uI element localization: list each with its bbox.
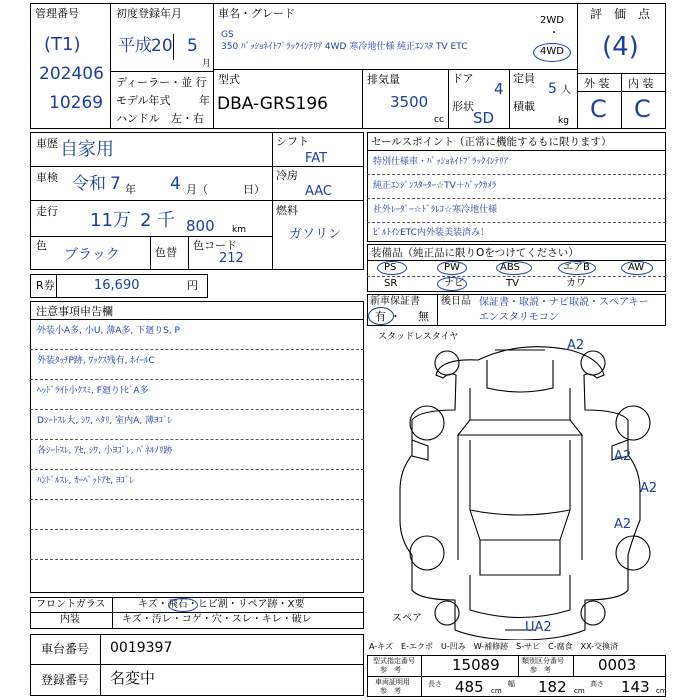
sales-item: ﾋﾞﾙﾄｲﾝETC内外装美装済み！ (373, 228, 489, 238)
note-divider (30, 349, 364, 350)
recycle-value: 16,690 (94, 278, 140, 293)
divider (30, 236, 272, 237)
divider (448, 69, 449, 129)
sales-item: 社外ﾚｰﾀﾞｰ☆ﾄﾞﾗﾚｺ☆寒冷地仕様 (373, 205, 498, 215)
divider (367, 276, 666, 277)
divider (437, 294, 438, 326)
reg-month-unit: 月 (202, 59, 212, 69)
history-value: 自家用 (60, 139, 114, 160)
type-sub: 参 考 (380, 666, 401, 674)
cert-sub: 参 考 (380, 687, 401, 695)
divider (509, 69, 510, 129)
spare-label: スペア (392, 613, 422, 624)
mileage-man: 11 (90, 210, 113, 231)
divider (367, 198, 666, 199)
note-divider (30, 409, 364, 410)
divider (110, 3, 111, 129)
mileage-sen-unit: 千 (157, 210, 175, 231)
note-line: ﾊﾝﾄﾞﾙｽﾚ, ｶｰﾍﾟｯﾄｱｾ, ﾖｺﾞﾚ (37, 476, 134, 486)
drive-4wd-circle (533, 43, 571, 62)
mark-right-3: A2 (614, 517, 632, 532)
cert-label: 車両証明用 (375, 678, 410, 686)
recycle-unit: 円 (187, 279, 198, 292)
divider (150, 236, 151, 270)
height-value: 143 (621, 678, 650, 696)
drive-dot: ・ (549, 28, 559, 39)
note-divider (30, 439, 364, 440)
divider (272, 132, 273, 270)
height-unit: cm (656, 687, 667, 695)
divider (30, 612, 364, 613)
equip-circle (621, 261, 653, 275)
later-line-1: 保証書・取説・ナビ取説・スペアキー (479, 297, 649, 308)
warranty-no: 無 (418, 310, 429, 323)
color-code-value: 212 (219, 251, 244, 266)
door-value: 4 (494, 80, 504, 98)
chassis-label: 車台番号 (41, 642, 90, 656)
height-label: 高さ (590, 680, 604, 688)
recycle-label: R券 (36, 279, 55, 292)
sales-item: 純正ｴﾝｼﾞﾝｽﾀｰﾀｰ☆TV＋ﾊﾞｯｸｶﾒﾗ (373, 181, 497, 191)
interior-items: キズ・汚レ・コゲ・穴・スレ・キレ・破レ (122, 614, 312, 625)
later-line-2: エンスタリモコン (479, 312, 559, 323)
grade-line-1: GS (221, 30, 234, 40)
cap-unit: 人 (561, 85, 571, 96)
equip-circle (437, 277, 467, 291)
mark-right-2: A2 (640, 481, 658, 496)
load-label: 積載 (513, 100, 535, 113)
mgmt-paren: (T1) (44, 34, 81, 55)
equip-circle (496, 261, 532, 275)
ext-label: 外 装 (584, 77, 610, 90)
reg-num-value: 名変中 (110, 669, 156, 687)
divider (421, 655, 422, 697)
len-value: 485 (455, 678, 484, 696)
later-label: 後日品 (441, 296, 471, 307)
note-divider (30, 379, 364, 380)
color-value: ブラック (64, 247, 120, 263)
divider (188, 236, 189, 270)
note-divider (30, 559, 364, 560)
width-unit: cm (574, 687, 585, 695)
damage-legend: A-キズ E-エクボ U-凹み W-補修跡 S-サビ C-腐食 XX-交換済 (369, 642, 619, 651)
front-glass-items: キズ・飛石・ヒビ割・リペア跡・X要 (138, 599, 305, 610)
divider (577, 91, 666, 92)
note-divider (30, 499, 364, 500)
reg-year: 20 (151, 36, 173, 56)
grade-line-2: 350 ﾊﾟｯｼｮﾈｲﾄﾌﾞﾗｯｸｲﾝﾃﾘｱ 4WD 寒冷地仕様 純正ｴﾝｽﾀ TV ETC (221, 42, 468, 52)
int-value: C (634, 95, 651, 123)
divider (173, 34, 174, 60)
disp-label: 排気量 (367, 73, 400, 86)
chassis-value: 0019397 (110, 640, 173, 656)
insp-day-unit: 日） (243, 183, 265, 196)
warranty-yes-circle (368, 307, 394, 325)
interior-label: 内装 (60, 614, 80, 625)
equip-leather: カワ (566, 278, 586, 289)
class-value: 0003 (598, 656, 637, 674)
ac-value: AAC (305, 184, 332, 199)
ac-label: 冷房 (276, 169, 298, 182)
model-label: 型式 (218, 73, 240, 86)
mark-bottom: UA2 (525, 620, 552, 635)
mileage-label: 走行 (36, 205, 58, 218)
len-label: 長さ (428, 680, 442, 688)
load-unit: kg (558, 116, 569, 126)
type-value: 15089 (452, 656, 500, 674)
sales-item: 特別仕様車・ﾊﾟｯｼｮﾈｲﾄﾌﾞﾗｯｸｲﾝﾃﾘｱ (373, 157, 509, 167)
mileage-sen: 2 (140, 210, 152, 231)
studless-label: スタッドレスタイヤ (378, 332, 459, 342)
divider (367, 222, 666, 223)
door-label: ドア (452, 72, 474, 85)
history-label: 車歴 (36, 137, 58, 150)
reg-month: 5 (187, 36, 198, 56)
mileage-unit: km (232, 225, 246, 235)
notes-title: 注意事項申告欄 (36, 305, 113, 318)
divider (213, 69, 577, 70)
cap-value: 5 (548, 81, 557, 97)
front-glass-circle (168, 598, 198, 612)
mark-right-1: A2 (614, 449, 632, 464)
top-frame (30, 3, 666, 129)
score-label: 評 価 点 (590, 7, 651, 21)
mgmt-number-2: 10269 (49, 93, 104, 113)
width-label: 幅 (508, 680, 515, 688)
cap-label: 定員 (513, 72, 535, 85)
score-value: (4) (602, 32, 639, 62)
insp-year-unit: 年 (125, 183, 136, 196)
len-unit: cm (491, 687, 502, 695)
width-value: 182 (538, 678, 567, 696)
note-line: 外装小A多, 小U, 薄A多, 下廻りS, P (37, 326, 180, 336)
insp-month: 4 (170, 174, 181, 194)
divider (30, 166, 364, 167)
divider (272, 200, 364, 201)
car-diagram (365, 330, 665, 640)
divider (30, 664, 364, 665)
color-label: 色 (36, 239, 47, 252)
mgmt-number-1: 202406 (39, 64, 104, 84)
drive-4wd: 4WD (540, 46, 564, 57)
divider (30, 319, 364, 320)
note-line: ﾍｯﾄﾞﾗｲﾄ小ｸｽﾐ, F廻りﾄﾋﾞA多 (37, 386, 149, 396)
divider (362, 69, 363, 129)
divider (621, 73, 622, 129)
repaint-label: 色替 (155, 246, 177, 259)
drive-2wd: 2WD (540, 15, 564, 26)
class-sub: 参 考 (530, 666, 551, 674)
shape-value: SD (473, 109, 495, 127)
divider (56, 274, 57, 298)
model-value: DBA-GRS196 (217, 94, 328, 114)
equip-airbag: エアB (563, 262, 590, 273)
dealer-label: ディーラー・並 行 (116, 76, 207, 89)
sales-title: セールスポイント（正常に機能するもに限ります） (371, 136, 612, 148)
divider (110, 71, 213, 72)
disp-unit: cc (434, 115, 444, 125)
divider (573, 655, 574, 676)
class-label: 類別区分番号 (522, 657, 564, 665)
handle-label: ハンドル 左・右 (116, 112, 204, 125)
model-year-unit: 年 (199, 94, 210, 107)
note-line: 各ｼｰﾄｽﾚ, ｱｾ, ｼﾜ, 小ﾖｺﾞﾚ, ﾊﾟﾈﾙﾉﾘ跡 (37, 446, 173, 456)
divider (518, 655, 519, 676)
equipment-title: 装備品（純正品に限りOをつけてください） (371, 247, 579, 259)
model-year-label: モデル年式 (116, 94, 171, 107)
divider (367, 150, 666, 151)
reg-label: 初度登録年月 (116, 7, 182, 20)
equip-navi: ナビ (444, 278, 464, 289)
equip-circle (377, 261, 407, 275)
divider (100, 634, 101, 696)
type-label: 型式指定番号 (373, 657, 415, 665)
ext-value: C (590, 95, 607, 123)
note-line: 外装ﾀｯﾁP跡, ﾜｯｸｽ残有, ﾎｲｰﾙC (37, 356, 155, 366)
equip-sr: SR (384, 278, 398, 289)
note-divider (30, 469, 364, 470)
shift-value: FAT (305, 151, 328, 166)
divider (577, 3, 578, 129)
fuel-value: ガソリン (289, 227, 342, 242)
front-glass-label: フロントガラス (36, 599, 106, 610)
fuel-label: 燃料 (276, 204, 298, 217)
divider (30, 200, 272, 201)
equip-abs: ABS (500, 262, 520, 273)
insp-era: 令和 (72, 174, 106, 194)
equip-circle (558, 261, 596, 275)
warranty-dot: ・ (390, 310, 401, 323)
disp-value: 3500 (390, 93, 429, 111)
inspection-label: 車検 (36, 171, 58, 184)
mileage-hyaku: 800 (186, 217, 215, 235)
reg-era: 平成 (118, 36, 152, 56)
int-label: 内 装 (628, 77, 654, 90)
shift-label: シフト (276, 135, 309, 148)
divider (367, 676, 666, 677)
divider (112, 597, 113, 629)
shape-label: 形状 (452, 100, 474, 113)
equip-tv: TV (506, 278, 519, 289)
note-divider (30, 529, 364, 530)
warranty-yes: 有 (375, 310, 386, 323)
divider (367, 174, 666, 175)
name-label: 車名・グレード (218, 7, 295, 20)
insp-year: 7 (110, 174, 121, 194)
mileage-man-unit: 万 (113, 210, 131, 231)
divider (213, 3, 214, 129)
insp-month-unit: 月（ (186, 183, 208, 196)
mgmt-label: 管理番号 (35, 7, 79, 20)
reg-num-label: 登録番号 (41, 673, 90, 687)
mark-top: A2 (567, 338, 585, 353)
equip-pw: PW (444, 262, 460, 273)
equip-aw: AW (628, 262, 645, 273)
note-line: Dｼｰﾄｽﾚ大, ｼﾜ, ﾍﾀﾘ, 室内A, 薄ﾖｺﾞﾚ (37, 416, 172, 426)
color-code-label: 色コード (193, 239, 237, 252)
warranty-label: 新車保証書 (370, 296, 420, 307)
equip-ps: PS (384, 262, 397, 273)
equip-circle (437, 261, 467, 275)
